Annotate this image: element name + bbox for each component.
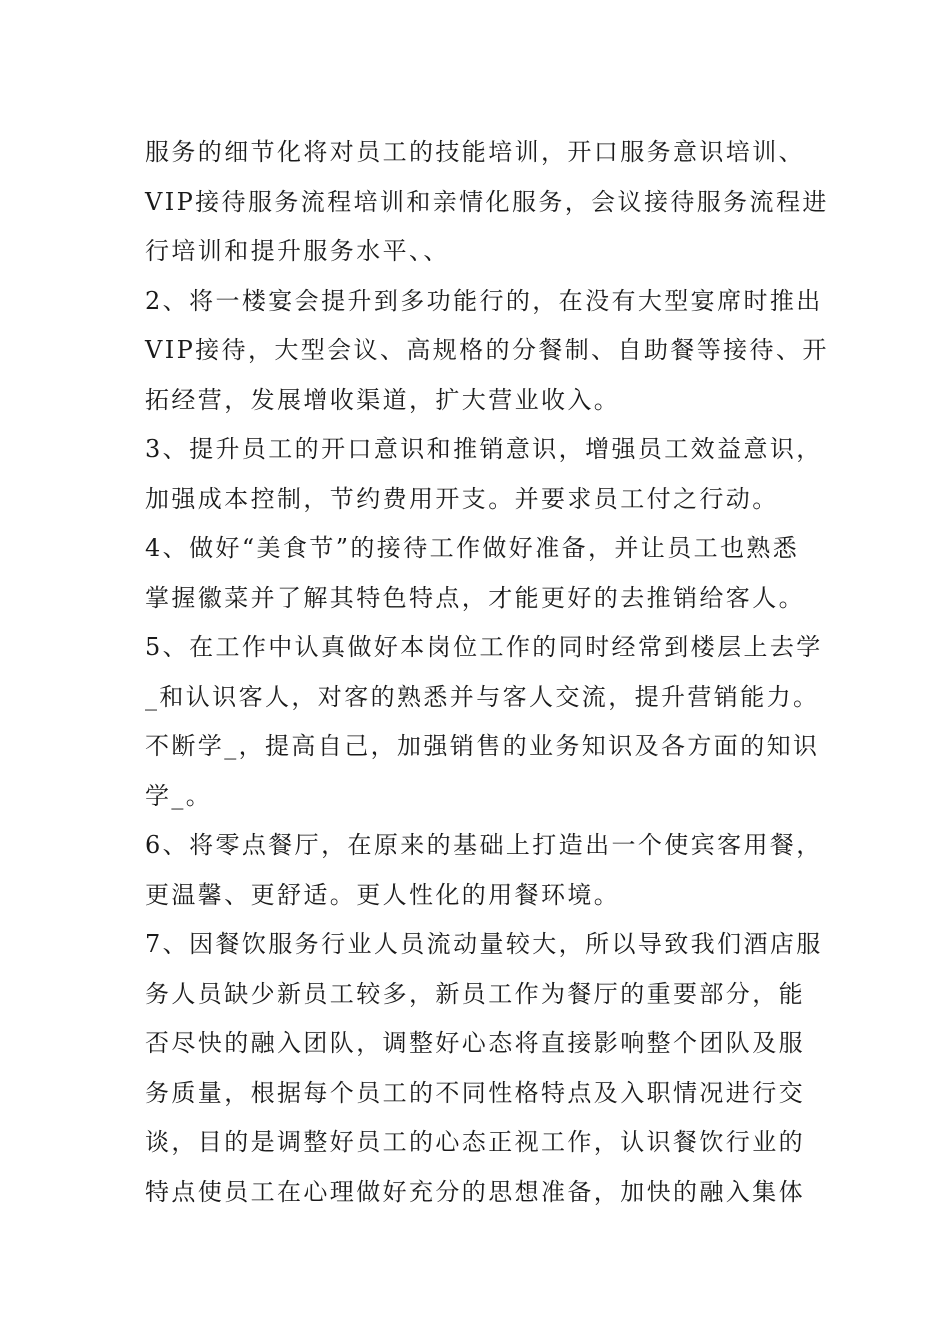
text-line: 学_。 xyxy=(145,781,213,810)
text-line: 加强成本控制，节约费用开支。并要求员工付之行动。 xyxy=(145,484,779,513)
text-line: VIP接待，大型会议、高规格的分餐制、自助餐等接待、开 xyxy=(145,336,829,364)
text-line: _和认识客人，对客的熟悉并与客人交流，提升营销能力。 xyxy=(145,682,820,711)
text-line: 7、因餐饮服务行业人员流动量较大，所以导致我们酒店服 xyxy=(145,930,823,958)
text-line: 谈，目的是调整好员工的心态正视工作，认识餐饮行业的 xyxy=(145,1128,805,1156)
text-line: 拓经营，发展增收渠道，扩大营业收入。 xyxy=(145,385,621,414)
text-line: 务质量，根据每个员工的不同性格特点及入职情况进行交 xyxy=(145,1078,805,1107)
text-line: 服务的细节化将对员工的技能培训，开口服务意识培训、 xyxy=(145,138,805,166)
text-line: 2、将一楼宴会提升到多功能行的，在没有大型宴席时推出 xyxy=(145,286,823,315)
text-line: 不断学_，提高自己，加强销售的业务知识及各方面的知识 xyxy=(145,732,820,760)
text-line: 掌握徽菜并了解其特色特点，才能更好的去推销给客人。 xyxy=(145,583,805,612)
document-body xyxy=(145,128,829,1217)
text-line: 4、做好“美食节”的接待工作做好准备，并让员工也熟悉 xyxy=(145,534,800,562)
text-line: 5、在工作中认真做好本岗位工作的同时经常到楼层上去学 xyxy=(145,633,823,661)
text-line: VIP接待服务流程培训和亲情化服务，会议接待服务流程进 xyxy=(145,187,829,216)
text-line: 务人员缺少新员工较多，新员工作为餐厅的重要部分，能 xyxy=(145,979,805,1008)
text-line: 特点使员工在心理做好充分的思想准备，加快的融入集体 xyxy=(145,1177,805,1206)
text-line: 更温馨、更舒适。更人性化的用餐环境。 xyxy=(145,880,621,909)
text-line: 3、提升员工的开口意识和推销意识，增强员工效益意识， xyxy=(145,435,823,463)
text-line: 行培训和提升服务水平、、 xyxy=(145,237,450,265)
text-line: 否尽快的融入团队，调整好心态将直接影响整个团队及服 xyxy=(145,1029,805,1057)
text-line: 6、将零点餐厅，在原来的基础上打造出一个使宾客用餐， xyxy=(145,831,823,859)
